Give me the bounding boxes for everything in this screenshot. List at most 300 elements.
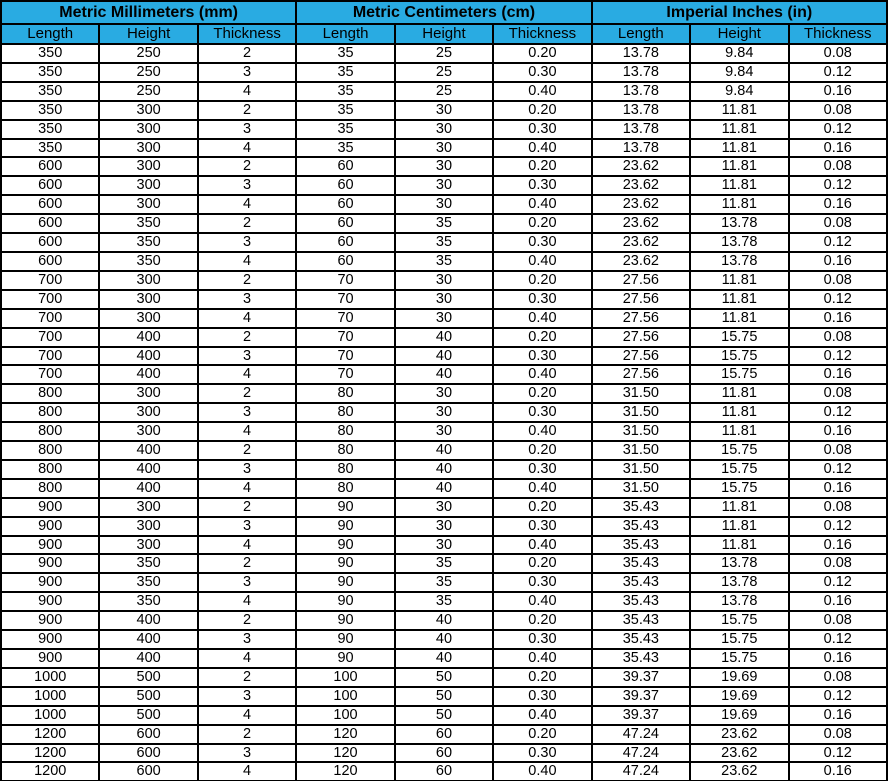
group-header-metric-cm: Metric Centimeters (cm) — [296, 1, 591, 24]
table-cell: 40 — [395, 611, 493, 630]
table-cell: 35 — [395, 214, 493, 233]
table-cell: 13.78 — [592, 139, 690, 158]
table-cell: 0.16 — [789, 536, 888, 555]
table-cell: 27.56 — [592, 309, 690, 328]
table-cell: 11.81 — [690, 498, 788, 517]
table-cell: 0.30 — [493, 630, 591, 649]
table-cell: 35.43 — [592, 573, 690, 592]
table-cell: 300 — [99, 498, 197, 517]
table-cell: 1200 — [1, 762, 99, 781]
table-cell: 70 — [296, 290, 394, 309]
table-cell: 47.24 — [592, 725, 690, 744]
table-cell: 1200 — [1, 725, 99, 744]
table-cell: 600 — [1, 195, 99, 214]
table-cell: 60 — [296, 252, 394, 271]
table-cell: 30 — [395, 384, 493, 403]
column-header-in-length: Length — [592, 24, 690, 44]
table-cell: 11.81 — [690, 536, 788, 555]
table-cell: 500 — [99, 668, 197, 687]
table-cell: 0.16 — [789, 422, 888, 441]
table-cell: 27.56 — [592, 347, 690, 366]
table-cell: 9.84 — [690, 44, 788, 63]
table-cell: 300 — [99, 271, 197, 290]
table-row — [1, 101, 887, 120]
table-cell: 35 — [395, 252, 493, 271]
table-cell: 0.40 — [493, 82, 591, 101]
table-cell: 100 — [296, 668, 394, 687]
table-row — [1, 403, 887, 422]
table-cell: 27.56 — [592, 290, 690, 309]
table-cell: 600 — [1, 252, 99, 271]
table-cell: 0.40 — [493, 592, 591, 611]
table-cell: 0.20 — [493, 328, 591, 347]
table-cell: 800 — [1, 460, 99, 479]
table-row — [1, 592, 887, 611]
table-cell: 60 — [395, 725, 493, 744]
table-cell: 2 — [198, 384, 296, 403]
table-cell: 400 — [99, 365, 197, 384]
table-cell: 19.69 — [690, 706, 788, 725]
table-cell: 11.81 — [690, 422, 788, 441]
table-cell: 40 — [395, 460, 493, 479]
table-row — [1, 384, 887, 403]
table-cell: 900 — [1, 630, 99, 649]
table-row — [1, 195, 887, 214]
table-cell: 2 — [198, 611, 296, 630]
table-cell: 0.16 — [789, 252, 888, 271]
table-cell: 0.08 — [789, 271, 888, 290]
table-cell: 900 — [1, 517, 99, 536]
table-cell: 90 — [296, 498, 394, 517]
table-cell: 0.16 — [789, 592, 888, 611]
table-cell: 0.08 — [789, 725, 888, 744]
table-cell: 13.78 — [592, 82, 690, 101]
table-cell: 19.69 — [690, 687, 788, 706]
table-cell: 0.30 — [493, 290, 591, 309]
table-cell: 350 — [99, 214, 197, 233]
table-cell: 30 — [395, 309, 493, 328]
table-cell: 0.40 — [493, 536, 591, 555]
table-row — [1, 271, 887, 290]
table-cell: 15.75 — [690, 441, 788, 460]
table-cell: 27.56 — [592, 271, 690, 290]
table-cell: 90 — [296, 611, 394, 630]
table-cell: 700 — [1, 309, 99, 328]
table-cell: 0.40 — [493, 139, 591, 158]
table-cell: 31.50 — [592, 384, 690, 403]
table-cell: 300 — [99, 309, 197, 328]
table-row — [1, 82, 887, 101]
table-cell: 27.56 — [592, 365, 690, 384]
table-cell: 700 — [1, 271, 99, 290]
table-row — [1, 687, 887, 706]
table-cell: 35.43 — [592, 536, 690, 555]
table-cell: 11.81 — [690, 120, 788, 139]
table-cell: 11.81 — [690, 290, 788, 309]
table-cell: 3 — [198, 517, 296, 536]
table-cell: 800 — [1, 384, 99, 403]
table-cell: 0.30 — [493, 347, 591, 366]
column-header-mm-height: Height — [99, 24, 197, 44]
table-cell: 60 — [296, 214, 394, 233]
table-cell: 31.50 — [592, 441, 690, 460]
table-cell: 900 — [1, 649, 99, 668]
table-cell: 11.81 — [690, 271, 788, 290]
table-cell: 800 — [1, 403, 99, 422]
table-body — [1, 44, 887, 781]
table-cell: 120 — [296, 725, 394, 744]
table-cell: 4 — [198, 422, 296, 441]
table-cell: 600 — [1, 233, 99, 252]
table-cell: 23.62 — [592, 233, 690, 252]
table-cell: 300 — [99, 536, 197, 555]
table-cell: 15.75 — [690, 328, 788, 347]
table-cell: 100 — [296, 687, 394, 706]
table-cell: 15.75 — [690, 347, 788, 366]
table-row — [1, 649, 887, 668]
column-header-mm-length: Length — [1, 24, 99, 44]
table-row — [1, 611, 887, 630]
table-cell: 23.62 — [592, 176, 690, 195]
table-cell: 4 — [198, 762, 296, 781]
table-cell: 9.84 — [690, 63, 788, 82]
table-cell: 80 — [296, 479, 394, 498]
table-cell: 0.08 — [789, 554, 888, 573]
sub-header-row — [1, 24, 887, 44]
table-cell: 900 — [1, 498, 99, 517]
table-cell: 40 — [395, 630, 493, 649]
group-header-imperial-in: Imperial Inches (in) — [592, 1, 887, 24]
table-row — [1, 252, 887, 271]
table-cell: 0.20 — [493, 611, 591, 630]
table-cell: 35 — [395, 233, 493, 252]
table-cell: 11.81 — [690, 195, 788, 214]
table-cell: 30 — [395, 536, 493, 555]
table-cell: 60 — [395, 744, 493, 763]
table-cell: 900 — [1, 611, 99, 630]
table-cell: 600 — [1, 214, 99, 233]
table-cell: 30 — [395, 498, 493, 517]
table-cell: 80 — [296, 422, 394, 441]
table-cell: 300 — [99, 290, 197, 309]
column-header-mm-thickness: Thickness — [198, 24, 296, 44]
table-cell: 0.08 — [789, 441, 888, 460]
table-cell: 0.12 — [789, 630, 888, 649]
table-cell: 13.78 — [690, 592, 788, 611]
table-cell: 60 — [296, 157, 394, 176]
table-cell: 4 — [198, 479, 296, 498]
group-header-metric-mm: Metric Millimeters (mm) — [1, 1, 296, 24]
table-cell: 350 — [99, 252, 197, 271]
table-cell: 0.16 — [789, 479, 888, 498]
table-cell: 30 — [395, 195, 493, 214]
table-row — [1, 120, 887, 139]
table-cell: 13.78 — [592, 101, 690, 120]
table-cell: 25 — [395, 82, 493, 101]
table-cell: 400 — [99, 630, 197, 649]
table-cell: 0.12 — [789, 290, 888, 309]
table-cell: 13.78 — [690, 214, 788, 233]
table-cell: 0.40 — [493, 195, 591, 214]
table-cell: 0.20 — [493, 554, 591, 573]
table-cell: 900 — [1, 573, 99, 592]
table-cell: 400 — [99, 479, 197, 498]
table-cell: 30 — [395, 271, 493, 290]
table-cell: 0.12 — [789, 744, 888, 763]
table-cell: 0.40 — [493, 422, 591, 441]
table-cell: 35 — [296, 44, 394, 63]
table-cell: 0.20 — [493, 498, 591, 517]
table-cell: 13.78 — [592, 120, 690, 139]
table-cell: 35.43 — [592, 554, 690, 573]
table-cell: 4 — [198, 82, 296, 101]
table-cell: 300 — [99, 384, 197, 403]
table-cell: 400 — [99, 611, 197, 630]
table-cell: 900 — [1, 536, 99, 555]
table-cell: 15.75 — [690, 479, 788, 498]
table-row — [1, 536, 887, 555]
table-cell: 0.12 — [789, 687, 888, 706]
table-cell: 1200 — [1, 744, 99, 763]
table-cell: 30 — [395, 176, 493, 195]
table-cell: 47.24 — [592, 762, 690, 781]
table-cell: 1000 — [1, 687, 99, 706]
table-cell: 2 — [198, 328, 296, 347]
table-cell: 11.81 — [690, 139, 788, 158]
table-cell: 3 — [198, 176, 296, 195]
table-cell: 40 — [395, 328, 493, 347]
table-cell: 80 — [296, 403, 394, 422]
table-cell: 2 — [198, 271, 296, 290]
table-cell: 0.16 — [789, 649, 888, 668]
table-cell: 39.37 — [592, 687, 690, 706]
table-cell: 0.08 — [789, 384, 888, 403]
table-cell: 0.30 — [493, 744, 591, 763]
table-cell: 350 — [1, 82, 99, 101]
table-row — [1, 517, 887, 536]
table-cell: 3 — [198, 290, 296, 309]
table-cell: 27.56 — [592, 328, 690, 347]
table-cell: 90 — [296, 592, 394, 611]
table-cell: 3 — [198, 630, 296, 649]
table-cell: 0.40 — [493, 706, 591, 725]
table-row — [1, 328, 887, 347]
table-cell: 0.16 — [789, 139, 888, 158]
table-cell: 4 — [198, 536, 296, 555]
table-cell: 600 — [99, 744, 197, 763]
table-cell: 300 — [99, 403, 197, 422]
table-cell: 23.62 — [690, 725, 788, 744]
table-cell: 350 — [1, 120, 99, 139]
table-cell: 39.37 — [592, 668, 690, 687]
table-cell: 2 — [198, 157, 296, 176]
table-cell: 0.12 — [789, 347, 888, 366]
table-cell: 0.40 — [493, 479, 591, 498]
table-row — [1, 479, 887, 498]
table-cell: 30 — [395, 403, 493, 422]
table-cell: 90 — [296, 630, 394, 649]
table-row — [1, 139, 887, 158]
table-cell: 60 — [395, 762, 493, 781]
table-cell: 0.40 — [493, 762, 591, 781]
table-cell: 35 — [296, 101, 394, 120]
table-cell: 60 — [296, 176, 394, 195]
table-row — [1, 762, 887, 781]
table-row — [1, 573, 887, 592]
table-cell: 0.30 — [493, 687, 591, 706]
table-cell: 4 — [198, 592, 296, 611]
table-cell: 350 — [1, 63, 99, 82]
table-cell: 0.20 — [493, 101, 591, 120]
table-row — [1, 668, 887, 687]
table-cell: 600 — [99, 725, 197, 744]
table-cell: 120 — [296, 744, 394, 763]
table-cell: 31.50 — [592, 403, 690, 422]
table-cell: 700 — [1, 290, 99, 309]
table-cell: 350 — [99, 233, 197, 252]
table-cell: 3 — [198, 347, 296, 366]
table-row — [1, 233, 887, 252]
table-cell: 11.81 — [690, 309, 788, 328]
table-cell: 15.75 — [690, 460, 788, 479]
table-cell: 350 — [1, 44, 99, 63]
table-row — [1, 422, 887, 441]
table-cell: 0.12 — [789, 517, 888, 536]
table-cell: 35.43 — [592, 498, 690, 517]
table-cell: 0.40 — [493, 252, 591, 271]
table-cell: 23.62 — [592, 157, 690, 176]
table-cell: 300 — [99, 120, 197, 139]
table-cell: 25 — [395, 44, 493, 63]
column-header-in-thickness: Thickness — [789, 24, 888, 44]
table-cell: 39.37 — [592, 706, 690, 725]
table-cell: 600 — [1, 176, 99, 195]
table-cell: 2 — [198, 44, 296, 63]
table-cell: 250 — [99, 44, 197, 63]
table-cell: 3 — [198, 63, 296, 82]
table-cell: 19.69 — [690, 668, 788, 687]
table-cell: 15.75 — [690, 630, 788, 649]
table-cell: 35 — [395, 592, 493, 611]
table-cell: 11.81 — [690, 101, 788, 120]
table-cell: 23.62 — [592, 195, 690, 214]
table-cell: 300 — [99, 101, 197, 120]
table-cell: 50 — [395, 687, 493, 706]
table-cell: 1000 — [1, 706, 99, 725]
table-cell: 40 — [395, 347, 493, 366]
table-cell: 0.12 — [789, 63, 888, 82]
table-cell: 0.20 — [493, 157, 591, 176]
table-cell: 400 — [99, 441, 197, 460]
table-cell: 4 — [198, 252, 296, 271]
table-cell: 400 — [99, 328, 197, 347]
table-cell: 11.81 — [690, 384, 788, 403]
table-cell: 0.30 — [493, 176, 591, 195]
table-cell: 13.78 — [690, 233, 788, 252]
table-cell: 0.12 — [789, 120, 888, 139]
table-cell: 400 — [99, 347, 197, 366]
table-cell: 2 — [198, 725, 296, 744]
table-cell: 100 — [296, 706, 394, 725]
table-cell: 350 — [99, 573, 197, 592]
table-cell: 700 — [1, 365, 99, 384]
table-cell: 400 — [99, 649, 197, 668]
table-cell: 2 — [198, 101, 296, 120]
table-cell: 700 — [1, 328, 99, 347]
table-cell: 35 — [296, 63, 394, 82]
table-cell: 0.20 — [493, 214, 591, 233]
table-cell: 35.43 — [592, 592, 690, 611]
table-cell: 4 — [198, 309, 296, 328]
table-cell: 0.40 — [493, 649, 591, 668]
table-cell: 23.62 — [690, 762, 788, 781]
table-cell: 0.30 — [493, 233, 591, 252]
table-cell: 70 — [296, 271, 394, 290]
table-cell: 300 — [99, 139, 197, 158]
table-cell: 35 — [296, 82, 394, 101]
table-cell: 13.78 — [690, 573, 788, 592]
table-cell: 25 — [395, 63, 493, 82]
table-cell: 2 — [198, 554, 296, 573]
table-cell: 31.50 — [592, 479, 690, 498]
table-cell: 0.20 — [493, 668, 591, 687]
column-header-cm-height: Height — [395, 24, 493, 44]
table-cell: 0.30 — [493, 63, 591, 82]
table-cell: 0.08 — [789, 157, 888, 176]
table-cell: 0.20 — [493, 384, 591, 403]
table-cell: 80 — [296, 441, 394, 460]
table-cell: 120 — [296, 762, 394, 781]
table-cell: 11.81 — [690, 157, 788, 176]
table-cell: 0.20 — [493, 441, 591, 460]
table-cell: 30 — [395, 517, 493, 536]
table-cell: 15.75 — [690, 649, 788, 668]
table-cell: 0.20 — [493, 271, 591, 290]
table-cell: 80 — [296, 384, 394, 403]
table-cell: 350 — [1, 101, 99, 120]
table-cell: 0.20 — [493, 725, 591, 744]
table-cell: 70 — [296, 328, 394, 347]
table-cell: 0.08 — [789, 668, 888, 687]
table-row — [1, 554, 887, 573]
table-cell: 35.43 — [592, 517, 690, 536]
table-cell: 35.43 — [592, 649, 690, 668]
table-cell: 0.12 — [789, 176, 888, 195]
table-cell: 0.12 — [789, 460, 888, 479]
table-cell: 0.40 — [493, 365, 591, 384]
table-cell: 4 — [198, 649, 296, 668]
table-cell: 90 — [296, 573, 394, 592]
table-cell: 0.30 — [493, 403, 591, 422]
table-cell: 0.30 — [493, 517, 591, 536]
table-cell: 0.16 — [789, 309, 888, 328]
column-header-cm-thickness: Thickness — [493, 24, 591, 44]
table-cell: 40 — [395, 365, 493, 384]
table-cell: 15.75 — [690, 365, 788, 384]
table-row — [1, 63, 887, 82]
table-cell: 0.16 — [789, 762, 888, 781]
table-cell: 50 — [395, 668, 493, 687]
table-cell: 35 — [395, 573, 493, 592]
table-cell: 3 — [198, 460, 296, 479]
table-cell: 30 — [395, 422, 493, 441]
table-cell: 300 — [99, 195, 197, 214]
table-row — [1, 309, 887, 328]
table-row — [1, 630, 887, 649]
table-cell: 0.16 — [789, 365, 888, 384]
table-cell: 90 — [296, 536, 394, 555]
table-row — [1, 725, 887, 744]
